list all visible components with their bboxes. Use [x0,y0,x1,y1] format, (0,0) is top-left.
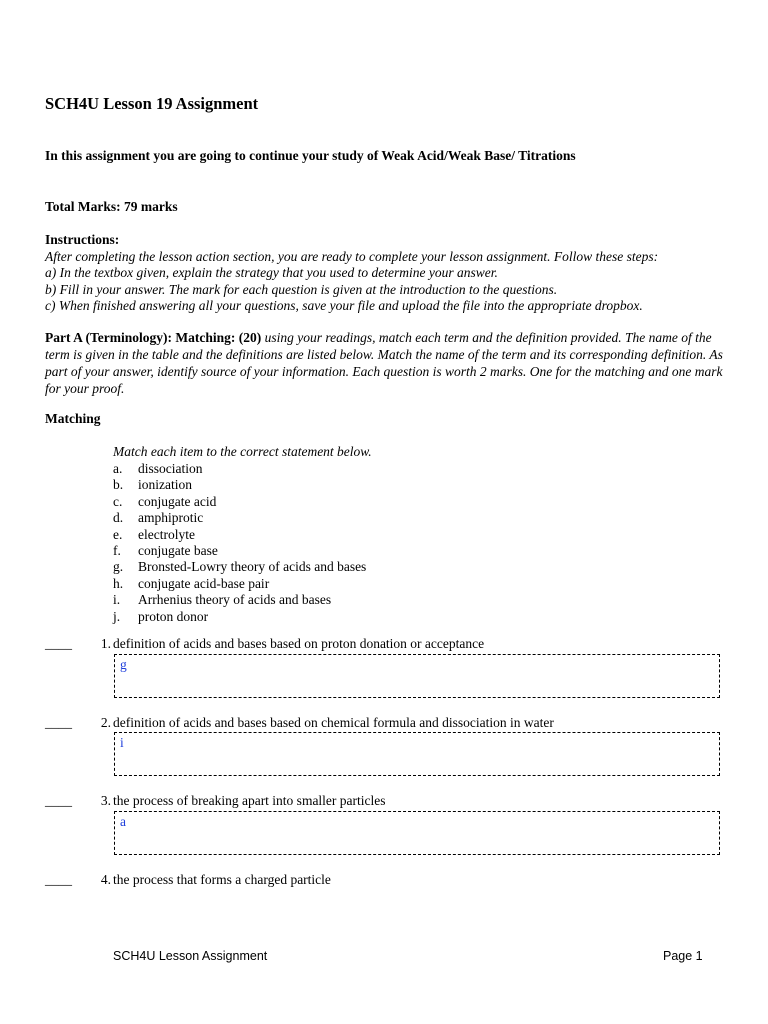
page-number: Page 1 [663,949,703,963]
instruction-line: a) In the textbox given, explain the strategy that you used to determine your answer. [45,265,498,280]
term-letter: f. [113,543,121,559]
footer-title: SCH4U Lesson Assignment [113,949,268,963]
question-number: 3. [100,793,111,808]
term-letter: i. [113,592,121,608]
match-instruction: Match each item to the correct statement below. [113,444,372,459]
question-text: definition of acids and bases based on chemical formula and dissociation in water [113,715,554,730]
term-letter: a. [113,461,123,476]
list-item [113,592,366,608]
term-letter: g. [113,559,124,575]
instruction-line: c) When finished answering all your questions, save your file and upload the file into the appropriate dropbox. [45,298,643,313]
list-item [113,461,366,477]
answer-textbox[interactable] [114,732,720,776]
answer-blank[interactable]: ____ [45,715,72,730]
answer-text: i [120,735,124,750]
page-title: SCH4U Lesson 19 Assignment [45,94,259,113]
term-text: conjugate base [138,543,218,559]
term-letter: d. [113,510,124,526]
term-text: Arrhenius theory of acids and bases [138,592,332,608]
question-row [45,793,735,813]
answer-text: a [120,814,126,829]
list-item [113,609,366,625]
answer-blank[interactable]: ____ [45,793,72,808]
answer-textbox[interactable] [114,811,720,855]
terms-list [113,461,366,625]
question-number: 4. [100,872,111,887]
list-item [113,543,366,559]
list-item [113,477,366,493]
term-text: ionization [138,477,192,493]
instruction-line: After completing the lesson action section, you are ready to complete your lesson assignment. Follow these steps: [45,248,659,264]
term-letter: h. [113,575,124,591]
question-text: the process that forms a charged particle [113,872,331,887]
question-row [45,636,735,656]
term-text: electrolyte [138,526,195,542]
question-number: 1. [100,636,111,651]
part-a-body: using your readings, match each term and the definition provided. The name of the term is given in the table and the definitions are listed below. Match the name of the term and its corresponding definition. As part of your answer, identify source of your information. Each question is worth 2 marks. One for the matching and one mark for your proof. [45,330,723,396]
question-text: the process of breaking apart into smaller particles [113,793,386,808]
list-item [113,510,366,526]
list-item [113,576,366,592]
part-a-paragraph [45,329,725,397]
list-item [113,527,366,543]
term-letter: b. [113,477,124,493]
instructions-label: Instructions: [45,232,120,247]
term-text: conjugate acid-base pair [138,575,270,591]
answer-textbox[interactable] [114,654,720,698]
term-text: amphiprotic [138,510,204,526]
question-row [45,872,735,892]
term-text: proton donor [138,608,209,624]
list-item [113,494,366,510]
instructions-block [45,232,735,315]
matching-heading: Matching [45,411,101,426]
part-a-heading: Part A (Terminology): Matching: (20) [45,330,262,345]
term-text: dissociation [138,461,203,476]
term-text: conjugate acid [138,493,217,509]
term-text: Bronsted-Lowry theory of acids and bases [138,559,367,575]
answer-blank[interactable]: ____ [45,636,72,651]
term-letter: e. [113,526,123,542]
instruction-line: b) Fill in your answer. The mark for each question is given at the introduction to the questions. [45,281,558,297]
intro-text: In this assignment you are going to continue your study of Weak Acid/Weak Base/ Titrations [45,148,576,163]
term-letter: c. [113,493,123,509]
total-marks: Total Marks: 79 marks [45,199,178,214]
question-text: definition of acids and bases based on proton donation or acceptance [113,636,485,651]
question-number: 2. [100,715,111,730]
answer-text: g [120,657,127,672]
term-letter: j. [113,608,121,624]
list-item [113,559,366,575]
answer-blank[interactable]: ____ [45,872,72,887]
